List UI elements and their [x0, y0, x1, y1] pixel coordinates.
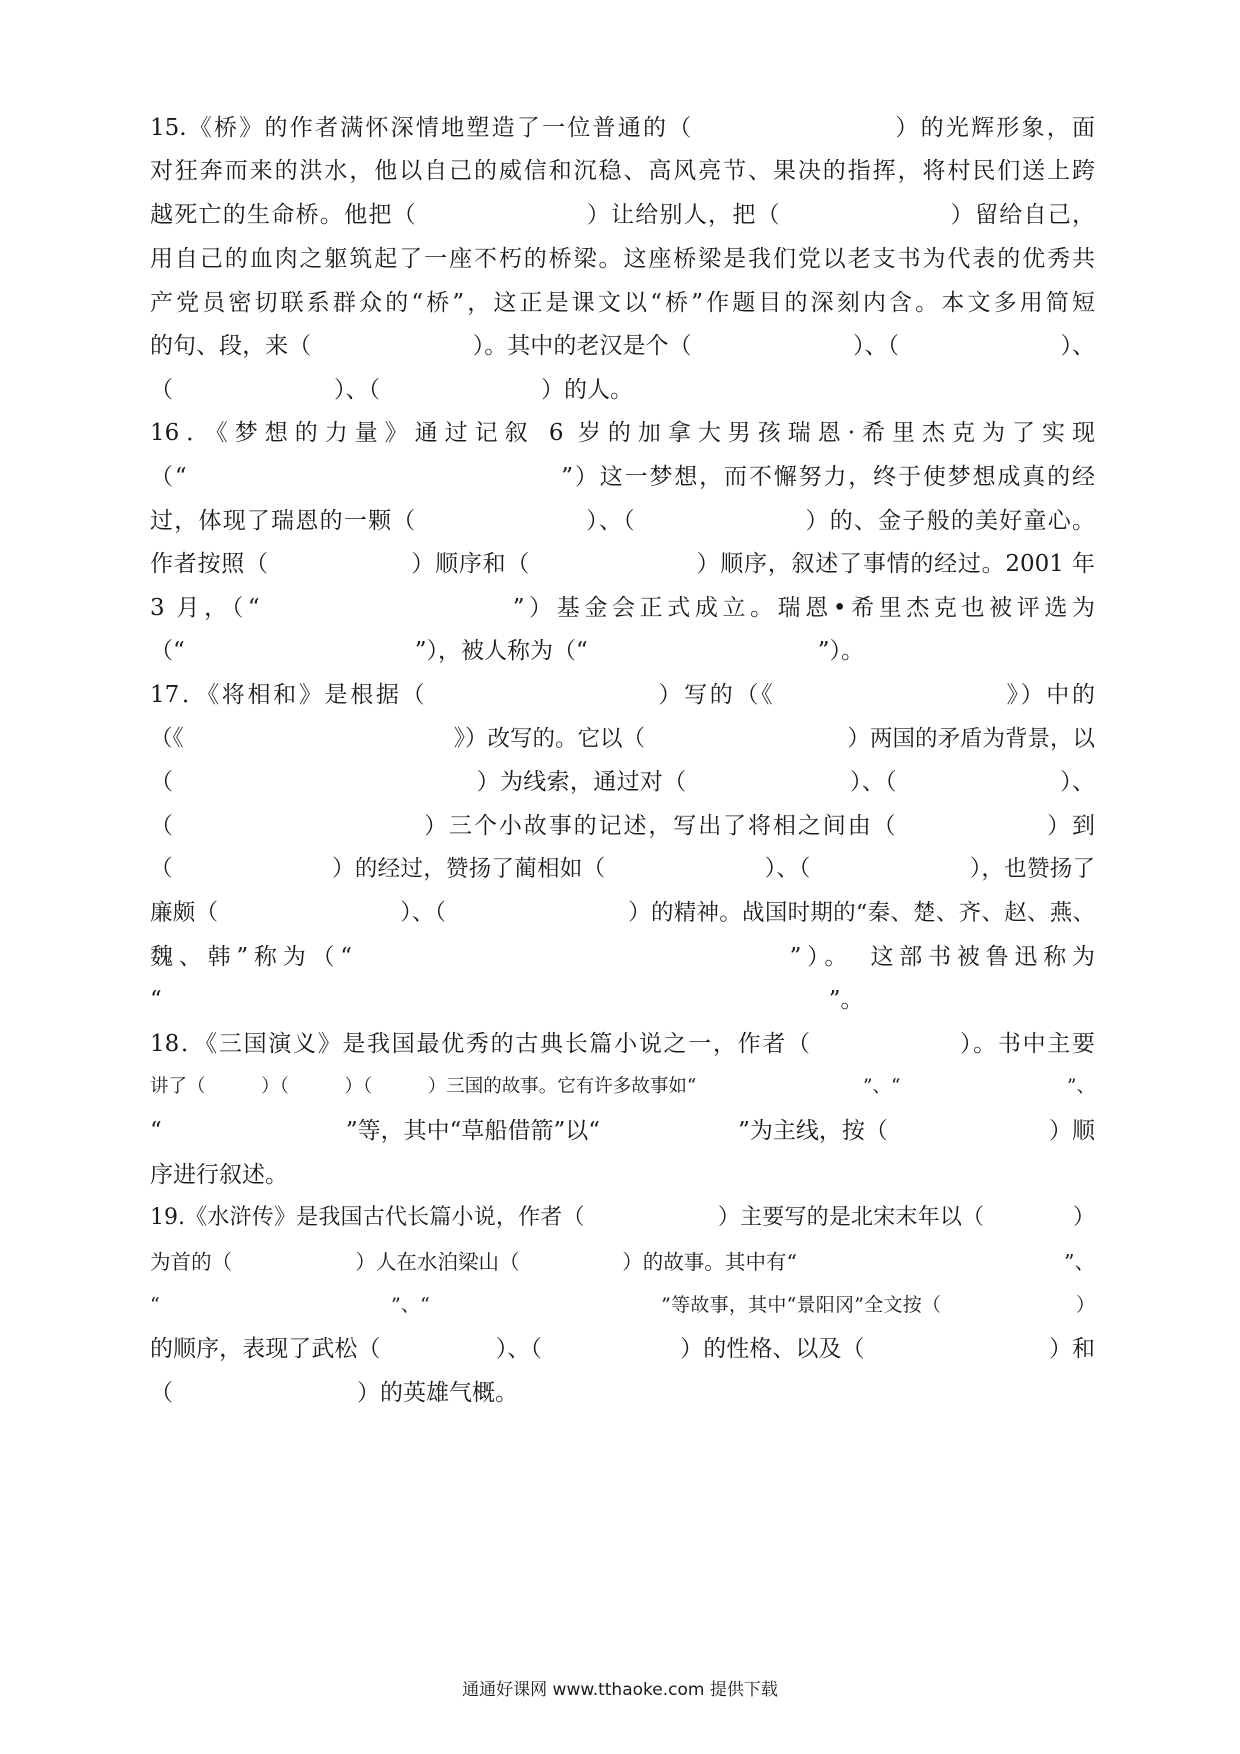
question-16-line-3: 过，体现了瑞恩的一颗（ ）、（ ）的、金子般的美好童心。	[150, 508, 1095, 534]
question-18-line-2: 讲了（ ）（ ）（ ）三国的故事。它有许多故事如“ ”、“ ”、	[150, 1076, 1095, 1097]
question-17-line-4: （ ）三个小故事的记述，写出了将相之间由（ ）到	[150, 813, 1095, 839]
question-17-line-6: 廉颇（ ）、（ ）的精神。战国时期的“秦、楚、齐、赵、燕、	[150, 900, 1095, 926]
question-15-line-3: 越死亡的生命桥。他把（ ）让给别人，把（ ）留给自己，	[150, 202, 1095, 228]
question-15-line-4: 用自己的血肉之躯筑起了一座不朽的桥梁。这座桥梁是我们党以老支书为代表的优秀共	[150, 246, 1095, 272]
page-footer: 通通好课网 www.tthaoke.com 提供下载	[462, 1680, 778, 1700]
question-18-line-1: 18．《三国演义》是我国最优秀的古典长篇小说之一，作者（ ）。书中主要	[150, 1031, 1095, 1057]
question-19-line-5: （ ）的英雄气概。	[150, 1380, 518, 1406]
question-15-line-7: （ ）、（ ）的人。	[150, 377, 633, 403]
question-16-line-2: （“ ”）这一梦想，而不懈努力，终于使梦想成真的经	[150, 464, 1095, 490]
question-16-line-5: 3 月，（“ ”）基金会正式成立。瑞恩•希里杰克也被评选为	[150, 595, 1095, 621]
question-17-line-2: （《 》）改写的。它以（ ）两国的矛盾为背景，以	[150, 726, 1095, 752]
question-19-line-4: 的顺序，表现了武松（ ）、（ ）的性格、以及（ ）和	[150, 1336, 1095, 1362]
question-19-line-1: 19.《水浒传》是我国古代长篇小说，作者（ ）主要写的是北宋末年以（ ）	[150, 1205, 1095, 1230]
question-17-line-5: （ ）的经过，赞扬了蔺相如（ ）、（ ），也赞扬了	[150, 856, 1095, 882]
question-15-line-2: 对狂奔而来的洪水，他以自己的威信和沉稳、高风亮节、果决的指挥，将村民们送上跨	[150, 158, 1095, 184]
question-15-line-6: 的句、段，来（ ）。其中的老汉是个（ ）、（ ）、	[150, 333, 1095, 359]
question-17-line-7: 魏、韩”称为（“ ”）。 这部书被鲁迅称为	[150, 944, 1095, 970]
question-15-line-5: 产党员密切联系群众的“桥”，这正是课文以“桥”作题目的深刻内含。本文多用简短	[150, 290, 1095, 316]
question-19-line-3: “ ”、“ ”等故事，其中“景阳冈”全文按（ ）	[150, 1294, 1095, 1316]
question-18-line-3: “ ”等，其中“草船借箭”以“ ”为主线，按（ ）顺	[150, 1118, 1095, 1144]
question-16-line-4: 作者按照（ ）顺序和（ ）顺序，叙述了事情的经过。2001 年	[150, 551, 1095, 577]
question-17-line-8: “ ”。	[150, 987, 864, 1013]
question-19-line-2: 为首的（ ）人在水泊梁山（ ）的故事。其中有“ ”、	[150, 1250, 1095, 1274]
question-17-line-3: （ ）为线索，通过对（ ）、（ ）、	[150, 769, 1095, 795]
question-18-line-4: 序进行叙述。	[150, 1162, 288, 1188]
question-15-line-1: 15.《桥》的作者满怀深情地塑造了一位普通的（ ）的光辉形象，面	[150, 115, 1095, 141]
question-17-line-1: 17．《将相和》是根据（ ）写的（《 》）中的	[150, 682, 1095, 708]
question-16-line-1: 16．《梦想的力量》通过记叙 6 岁的加拿大男孩瑞恩·希里杰克为了实现	[150, 420, 1095, 446]
question-16-line-6: （“ ”），被人称为（“ ”）。	[150, 638, 865, 664]
